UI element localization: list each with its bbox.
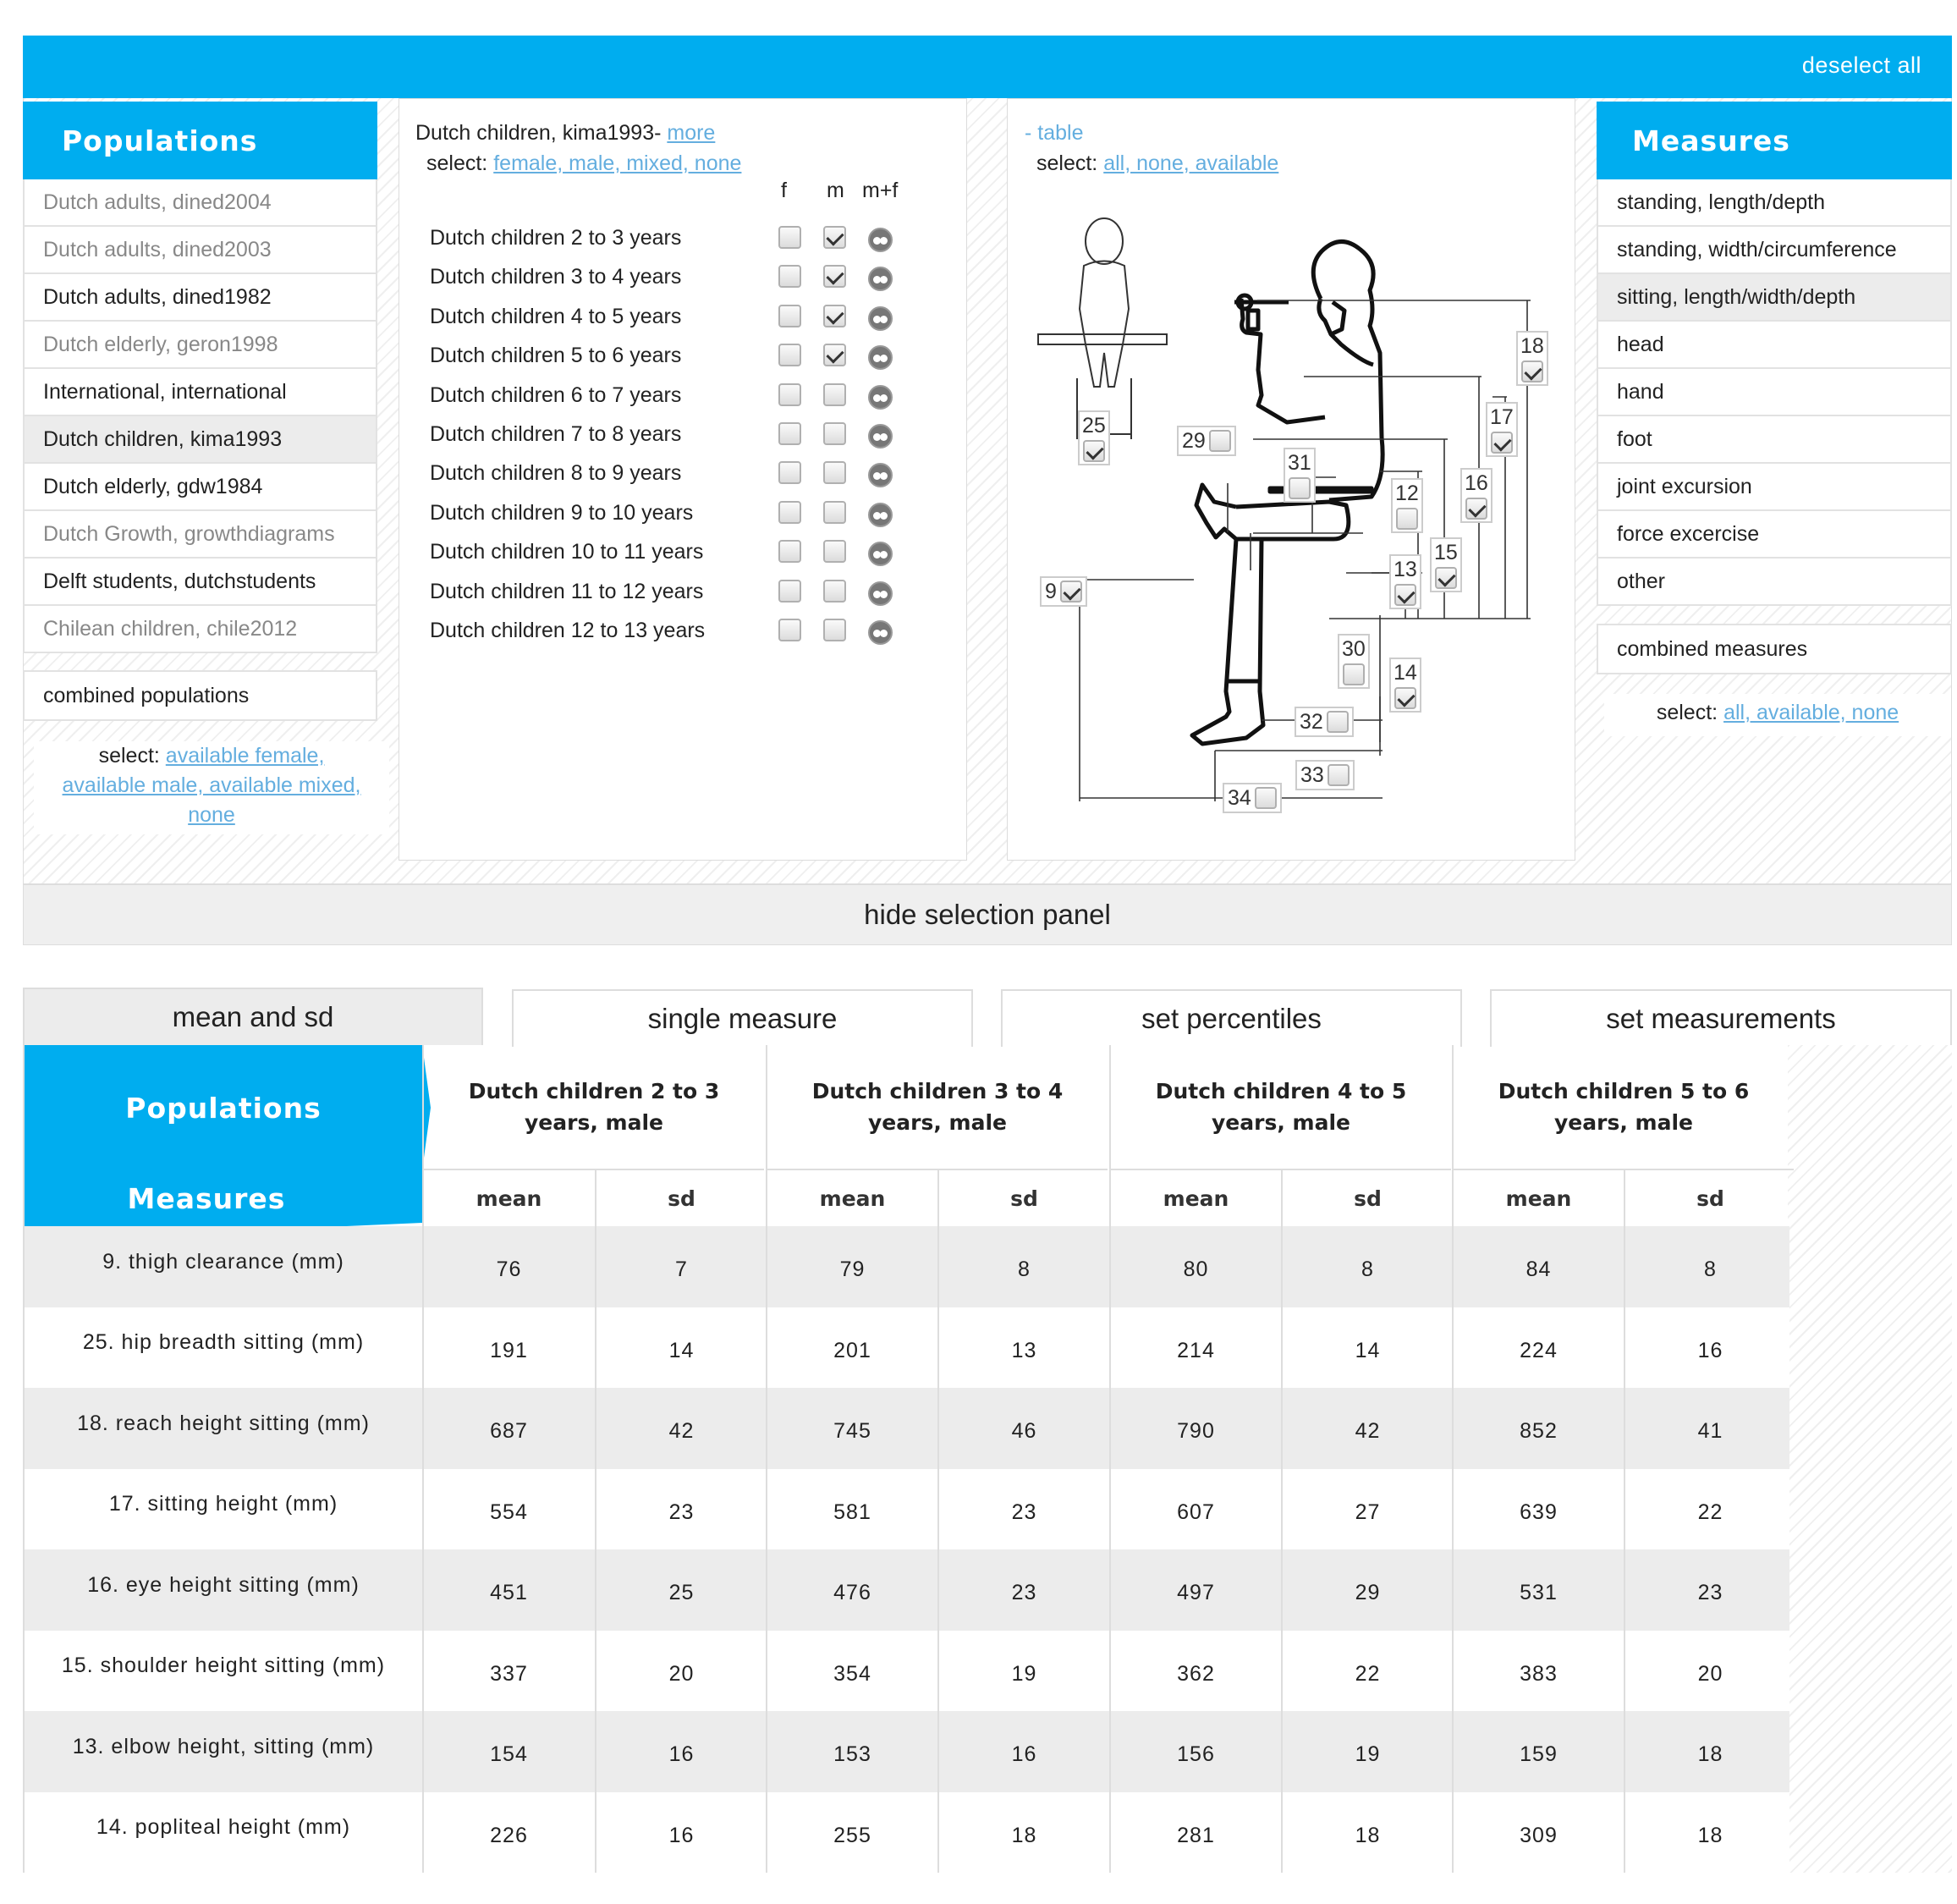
subpopulation-select-label: select: <box>426 151 488 175</box>
female-checkbox[interactable] <box>778 226 801 249</box>
population-name-line1: Dutch children 5 to 6 <box>1498 1079 1750 1103</box>
subpopulation-label: Dutch children 5 to 6 years <box>430 344 682 368</box>
measure-number: 17 <box>1490 405 1514 429</box>
population-item[interactable]: Dutch Growth, growthdiagrams <box>25 511 376 559</box>
mean-value: 214 <box>1109 1307 1281 1389</box>
front-view-figure <box>1038 218 1167 439</box>
population-column-header <box>766 1045 1108 1170</box>
measure-category-item[interactable]: other <box>1598 559 1950 606</box>
subpopulation-label: Dutch children 3 to 4 years <box>430 265 682 289</box>
male-checkbox[interactable] <box>823 461 846 484</box>
populations-header: Populations <box>23 102 377 179</box>
male-checkbox[interactable] <box>823 226 846 249</box>
sd-value: 16 <box>1624 1307 1795 1389</box>
mean-value: 554 <box>422 1469 594 1550</box>
mean-header: mean <box>1452 1170 1624 1226</box>
mean-value: 639 <box>1452 1469 1624 1550</box>
female-checkbox[interactable] <box>778 540 801 563</box>
measures-select-label: select: <box>1656 701 1718 724</box>
mean-value: 156 <box>1109 1711 1281 1792</box>
table-row <box>25 1711 1789 1792</box>
subpopulation-title-line <box>415 121 715 146</box>
measure-tag-25 <box>1078 410 1110 465</box>
sd-value: 18 <box>937 1792 1109 1874</box>
population-name-line1: Dutch children 4 to 5 <box>1155 1079 1407 1103</box>
measure-category-item[interactable]: standing, width/circumference <box>1598 227 1950 274</box>
population-item[interactable]: Dutch adults, dined2003 <box>25 227 376 274</box>
sd-value: 25 <box>595 1549 767 1631</box>
mean-value: 790 <box>1109 1388 1281 1469</box>
sd-value: 7 <box>595 1226 767 1307</box>
measure-checkbox[interactable] <box>1521 360 1543 382</box>
measure-category-item[interactable]: standing, length/depth <box>1598 179 1950 227</box>
subpopulation-label: Dutch children 12 to 13 years <box>430 619 706 642</box>
mean-value: 337 <box>422 1631 594 1712</box>
measure-tag-18 <box>1516 331 1548 386</box>
measure-number: 18 <box>1520 334 1544 358</box>
table-row <box>25 1792 1789 1874</box>
mean-value: 476 <box>766 1549 937 1631</box>
measure-number: 33 <box>1300 762 1324 787</box>
male-checkbox[interactable] <box>823 501 846 524</box>
col-m-header: m <box>827 179 844 202</box>
mean-value: 607 <box>1109 1469 1281 1550</box>
table-row <box>25 1388 1789 1469</box>
mean-value: 383 <box>1452 1631 1624 1712</box>
population-item[interactable]: Dutch adults, dined2004 <box>25 179 376 227</box>
top-bar <box>23 36 1952 98</box>
table-row <box>25 1469 1789 1550</box>
measure-category-item[interactable]: foot <box>1598 416 1950 464</box>
male-checkbox[interactable] <box>823 344 846 366</box>
subpopulation-title: Dutch children, kima1993- <box>415 121 662 145</box>
combined-populations-item[interactable]: combined populations <box>25 672 376 719</box>
population-name-line1: Dutch children 2 to 3 <box>468 1079 720 1103</box>
measure-category-item[interactable]: joint excursion <box>1598 464 1950 511</box>
subpopulation-label: Dutch children 9 to 10 years <box>430 500 694 525</box>
table-row <box>25 1226 1789 1307</box>
measure-number: 34 <box>1228 785 1251 810</box>
male-checkbox[interactable] <box>823 422 846 445</box>
sd-value: 20 <box>595 1631 767 1712</box>
sd-value: 16 <box>595 1792 767 1874</box>
sd-value: 18 <box>1281 1792 1453 1874</box>
table-link[interactable]: table <box>1037 121 1084 145</box>
sd-value: 8 <box>937 1226 1109 1307</box>
combined-measures-item[interactable]: combined measures <box>1598 625 1950 673</box>
col-f-header: f <box>781 179 787 202</box>
measure-checkbox[interactable] <box>1435 567 1457 589</box>
measure-row-label: 15. shoulder height sitting (mm) <box>61 1654 386 1677</box>
sd-value: 8 <box>1281 1226 1453 1307</box>
mean-value: 309 <box>1452 1792 1624 1874</box>
sd-header: sd <box>1624 1170 1795 1226</box>
female-checkbox[interactable] <box>778 344 801 366</box>
measure-category-item[interactable]: sitting, length/width/depth <box>1598 274 1950 322</box>
combined-measures-box <box>1597 624 1952 674</box>
population-item[interactable]: Dutch children, kima1993 <box>25 416 376 464</box>
sd-value: 23 <box>937 1549 1109 1631</box>
measure-tag-34 <box>1223 783 1282 813</box>
population-item[interactable]: Dutch elderly, gdw1984 <box>25 464 376 511</box>
tab-set-measurements[interactable]: set measurements <box>1490 989 1952 1047</box>
measures-header: Measures <box>1597 102 1952 179</box>
population-column-header <box>1452 1045 1794 1170</box>
tab-mean-and-sd[interactable]: mean and sd <box>23 988 483 1045</box>
combined-populations-box <box>23 670 377 721</box>
more-link[interactable]: more <box>667 121 716 145</box>
table-empty-area <box>1788 1045 1952 1873</box>
dash-glyph: - <box>1025 121 1032 145</box>
male-checkbox[interactable] <box>823 265 846 288</box>
measures-select-links[interactable]: all, available, none <box>1723 701 1899 724</box>
measure-tag-16 <box>1460 468 1492 523</box>
mean-value: 153 <box>766 1711 937 1792</box>
populations-select-area <box>34 741 389 834</box>
measure-checkbox[interactable] <box>1394 584 1416 606</box>
male-checkbox[interactable] <box>823 540 846 563</box>
sd-value: 22 <box>1281 1631 1453 1712</box>
mean-value: 84 <box>1452 1226 1624 1307</box>
measure-row-label: 25. hip breadth sitting (mm) <box>82 1330 365 1354</box>
mean-value: 79 <box>766 1226 937 1307</box>
mean-value: 226 <box>422 1792 594 1874</box>
female-checkbox[interactable] <box>778 383 801 406</box>
mean-value: 687 <box>422 1388 594 1469</box>
mean-value: 354 <box>766 1631 937 1712</box>
deselect-all-link[interactable]: deselect all <box>1801 52 1921 78</box>
measure-category-item[interactable]: head <box>1598 322 1950 369</box>
measure-checkbox[interactable] <box>1491 432 1513 454</box>
measure-number: 9 <box>1045 579 1057 603</box>
sd-value: 16 <box>937 1711 1109 1792</box>
population-name-line2: years, male <box>868 1110 1007 1135</box>
mean-value: 159 <box>1452 1711 1624 1792</box>
measure-category-item[interactable]: hand <box>1598 369 1950 416</box>
female-checkbox[interactable] <box>778 580 801 603</box>
measure-tag-32 <box>1295 707 1354 737</box>
female-checkbox[interactable] <box>778 422 801 445</box>
mean-header: mean <box>1109 1170 1281 1226</box>
table-row <box>25 1307 1789 1389</box>
male-checkbox[interactable] <box>823 383 846 406</box>
population-item[interactable]: Dutch adults, dined1982 <box>25 274 376 322</box>
measure-number: 16 <box>1465 471 1488 495</box>
sd-value: 23 <box>1624 1549 1795 1631</box>
measure-checkbox[interactable] <box>1396 508 1418 530</box>
subpopulation-label: Dutch children 6 to 7 years <box>430 382 682 407</box>
mixed-toggle-icon[interactable] <box>868 385 893 410</box>
measure-row-label: 18. reach height sitting (mm) <box>77 1411 370 1435</box>
measure-number: 15 <box>1434 541 1458 564</box>
mixed-toggle-icon[interactable] <box>868 228 893 252</box>
mean-value: 80 <box>1109 1226 1281 1307</box>
mean-value: 76 <box>422 1226 594 1307</box>
mean-header: mean <box>422 1170 594 1226</box>
mean-value: 451 <box>422 1549 594 1631</box>
tab-single-measure[interactable]: single measure <box>512 989 973 1047</box>
mixed-toggle-icon[interactable] <box>868 503 893 527</box>
subpopulation-label: Dutch children 8 to 9 years <box>430 461 682 486</box>
measure-checkbox[interactable] <box>1209 430 1231 452</box>
measure-checkbox[interactable] <box>1083 440 1105 462</box>
measure-tag-33 <box>1295 760 1355 790</box>
female-checkbox[interactable] <box>778 501 801 524</box>
mixed-toggle-icon[interactable] <box>868 542 893 566</box>
measure-select-links[interactable]: all, none, available <box>1103 151 1279 175</box>
sd-value: 42 <box>1281 1388 1453 1469</box>
measure-tag-13 <box>1389 554 1421 609</box>
mean-value: 281 <box>1109 1792 1281 1874</box>
measure-checkbox[interactable] <box>1343 663 1365 685</box>
mean-header: mean <box>766 1170 937 1226</box>
population-column-header <box>422 1045 764 1170</box>
select-none-link[interactable]: none <box>188 803 235 827</box>
measure-tag-15 <box>1430 537 1462 592</box>
sd-value: 42 <box>595 1388 767 1469</box>
sd-value: 41 <box>1624 1388 1795 1469</box>
mean-value: 201 <box>766 1307 937 1389</box>
population-column-header <box>1109 1045 1451 1170</box>
sd-header: sd <box>595 1170 767 1226</box>
measure-tag-17 <box>1486 402 1518 457</box>
population-name-line2: years, male <box>1212 1110 1350 1135</box>
table-populations-label: Populations <box>125 1091 322 1125</box>
mixed-toggle-icon[interactable] <box>868 620 893 645</box>
sd-value: 23 <box>937 1469 1109 1550</box>
population-item[interactable]: International, international <box>25 369 376 416</box>
measure-checkbox[interactable] <box>1327 711 1349 733</box>
select-available-male-mixed-link[interactable]: available male, available mixed, <box>62 773 361 797</box>
sd-value: 27 <box>1281 1469 1453 1550</box>
sd-value: 13 <box>937 1307 1109 1389</box>
measure-number: 32 <box>1300 709 1323 734</box>
sd-value: 19 <box>1281 1711 1453 1792</box>
measure-number: 25 <box>1082 414 1106 437</box>
measure-number: 30 <box>1342 637 1366 661</box>
sd-value: 8 <box>1624 1226 1795 1307</box>
measure-tag-9 <box>1040 576 1087 607</box>
measure-checkbox[interactable] <box>1255 787 1277 809</box>
table-row <box>25 1631 1789 1712</box>
diagram-select-label: select: <box>1036 151 1098 175</box>
subpopulation-card <box>399 98 967 861</box>
population-item[interactable]: Dutch elderly, geron1998 <box>25 322 376 369</box>
mean-value: 362 <box>1109 1631 1281 1712</box>
measure-checkbox[interactable] <box>1465 498 1487 520</box>
col-mf-header: m+f <box>862 179 899 202</box>
mean-value: 224 <box>1452 1307 1624 1389</box>
measure-number: 12 <box>1395 482 1419 505</box>
population-name-line1: Dutch children 3 to 4 <box>811 1079 1064 1103</box>
male-checkbox[interactable] <box>823 619 846 641</box>
mixed-toggle-icon[interactable] <box>868 267 893 291</box>
populations-select-label: select: <box>98 744 160 768</box>
female-checkbox[interactable] <box>778 461 801 484</box>
sd-value: 46 <box>937 1388 1109 1469</box>
female-checkbox[interactable] <box>778 619 801 641</box>
mean-value: 852 <box>1452 1388 1624 1469</box>
measure-checkbox[interactable] <box>1394 687 1416 709</box>
sd-header: sd <box>937 1170 1109 1226</box>
mean-value: 531 <box>1452 1549 1624 1631</box>
measure-number: 13 <box>1394 558 1417 581</box>
tab-set-percentiles[interactable]: set percentiles <box>1001 989 1462 1047</box>
sd-value: 14 <box>595 1307 767 1389</box>
mean-value: 255 <box>766 1792 937 1874</box>
sd-value: 20 <box>1624 1631 1795 1712</box>
subpopulation-label: Dutch children 4 to 5 years <box>430 304 682 328</box>
sd-value: 23 <box>595 1469 767 1550</box>
results-table <box>23 1045 1788 1873</box>
mean-value: 745 <box>766 1388 937 1469</box>
mixed-toggle-icon[interactable] <box>868 581 893 606</box>
measure-number: 29 <box>1182 428 1206 453</box>
diagram-card <box>1007 98 1575 861</box>
sd-value: 29 <box>1281 1549 1453 1631</box>
table-row <box>25 1549 1789 1631</box>
sd-header: sd <box>1281 1170 1453 1226</box>
measure-checkbox[interactable] <box>1328 764 1350 786</box>
female-checkbox[interactable] <box>778 265 801 288</box>
gender-select-links[interactable]: female, male, mixed, none <box>493 151 742 175</box>
measure-row-label: 16. eye height sitting (mm) <box>87 1572 360 1597</box>
sd-value: 19 <box>937 1631 1109 1712</box>
measure-number: 31 <box>1288 451 1311 475</box>
mean-value: 191 <box>422 1307 594 1389</box>
subpopulation-label: Dutch children 11 to 12 years <box>430 579 704 603</box>
mixed-toggle-icon[interactable] <box>868 424 893 448</box>
measures-select-area <box>1604 694 1951 736</box>
population-item[interactable]: Delft students, dutchstudents <box>25 559 376 606</box>
subpopulation-label: Dutch children 10 to 11 years <box>430 540 704 564</box>
male-checkbox[interactable] <box>823 580 846 603</box>
mixed-toggle-icon[interactable] <box>868 463 893 487</box>
measure-category-item[interactable]: force excercise <box>1598 511 1950 559</box>
measure-checkbox[interactable] <box>1060 581 1082 603</box>
measure-tag-31 <box>1284 448 1316 503</box>
subpopulation-label: Dutch children 7 to 8 years <box>430 422 682 446</box>
select-available-female-link[interactable]: available female, <box>165 744 325 768</box>
sd-value: 18 <box>1624 1711 1795 1792</box>
mixed-toggle-icon[interactable] <box>868 306 893 331</box>
sd-value: 22 <box>1624 1469 1795 1550</box>
populations-list <box>23 179 377 653</box>
mean-value: 497 <box>1109 1549 1281 1631</box>
sd-value: 14 <box>1281 1307 1453 1389</box>
measure-row-label: 17. sitting height (mm) <box>108 1492 338 1516</box>
measures-list <box>1597 179 1952 606</box>
hide-selection-panel-button[interactable]: hide selection panel <box>23 884 1952 945</box>
mean-value: 581 <box>766 1469 937 1550</box>
mixed-toggle-icon[interactable] <box>868 345 893 370</box>
population-name-line2: years, male <box>525 1110 663 1135</box>
measure-row-label: 13. elbow height, sitting (mm) <box>72 1734 375 1758</box>
table-measures-label: Measures <box>127 1181 286 1215</box>
population-item[interactable]: Chilean children, chile2012 <box>25 606 376 653</box>
measure-tag-29 <box>1177 426 1236 456</box>
subpopulation-label: Dutch children 2 to 3 years <box>430 226 682 250</box>
subpopulation-select-line <box>426 151 741 176</box>
measure-row-label: 9. thigh clearance (mm) <box>102 1249 344 1274</box>
sd-value: 16 <box>595 1711 767 1792</box>
measure-row-label: 14. popliteal height (mm) <box>96 1815 351 1839</box>
mean-value: 154 <box>422 1711 594 1792</box>
measure-tag-14 <box>1389 658 1421 713</box>
measure-tag-30 <box>1338 634 1370 689</box>
population-name-line2: years, male <box>1554 1110 1693 1135</box>
sd-value: 18 <box>1624 1792 1795 1874</box>
female-checkbox[interactable] <box>778 305 801 327</box>
male-checkbox[interactable] <box>823 305 846 327</box>
measure-tag-12 <box>1391 478 1423 533</box>
measure-checkbox[interactable] <box>1289 477 1311 499</box>
measure-number: 14 <box>1394 661 1417 685</box>
